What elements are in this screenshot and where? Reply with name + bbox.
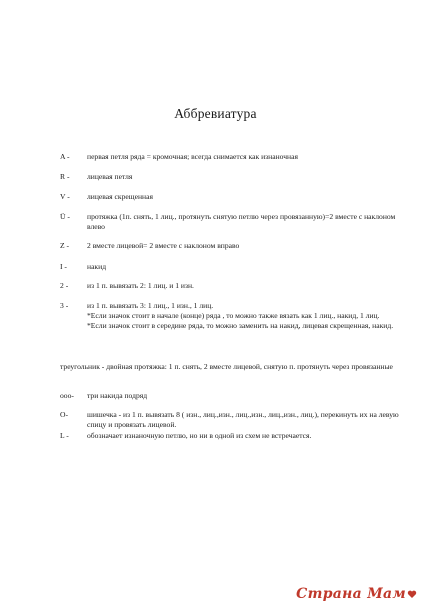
entry-2 — [60, 281, 400, 291]
entry-ooo — [60, 391, 400, 401]
entry-desc: из 1 п. вывязать 3: 1 лиц., 1 изн., 1 лиц. — [87, 301, 214, 310]
entry-abbr: I - — [60, 262, 67, 271]
entry-desc: три накида подряд — [87, 391, 148, 400]
site-watermark-logo — [296, 586, 417, 602]
entry-3 — [60, 301, 400, 331]
entry-desc: лицевая петля — [87, 172, 133, 181]
entry-abbr: O- — [60, 410, 69, 419]
entry-l — [60, 431, 400, 441]
entry-z — [60, 241, 400, 251]
entry-desc: обозначает изнаночную петлю, но ни в одной из схем не встречается. — [87, 431, 312, 440]
entry-note: *Если значок стоит в начале (конце) ряда , то можно также вязать как 1 лиц., накид, 1 лиц. — [87, 311, 380, 320]
entry-note: *Если значок стоит в середине ряда, то можно заменить на накид, лицевая скрещенная, накид. — [87, 321, 394, 330]
entry-desc: лицевая скрещенная — [87, 192, 153, 201]
entry-abbr: треугольник - — [60, 362, 105, 371]
entry-u — [60, 212, 400, 232]
entry-abbr: R - — [60, 172, 70, 181]
entry-desc: протяжка (1п. снять, 1 лиц., протянуть снятую петлю через провязанную)=2 вместе с наклоном влево — [87, 212, 396, 231]
entry-abbr: 3 - — [60, 301, 69, 310]
entry-abbr: A - — [60, 152, 70, 161]
entry-r — [60, 172, 400, 182]
page-title: Аббревиатура — [174, 106, 257, 121]
entry-abbr: L - — [60, 431, 69, 440]
entry-abbr: ooo- — [60, 391, 74, 400]
heart-icon — [407, 587, 417, 597]
entry-abbr: Z - — [60, 241, 70, 250]
entry-desc: двойная протяжка: 1 п. снять, 2 вместе лицевой, снятую п. протянуть через провязанные — [106, 362, 393, 371]
entry-desc: из 1 п. вывязать 2: 1 лиц. и 1 изн. — [87, 281, 194, 290]
entry-abbr: Ü - — [60, 212, 70, 221]
entry-desc: накид — [87, 262, 107, 271]
entry-o — [60, 410, 400, 430]
watermark-text: Страна Мам — [296, 586, 406, 602]
entry-desc: первая петля ряда = кромочная; всегда снимается как изнаночная — [87, 152, 298, 161]
entry-abbr: 2 - — [60, 281, 69, 290]
entry-v — [60, 192, 400, 202]
entry-desc: 2 вместе лицевой= 2 вместе с наклоном вправо — [87, 241, 240, 250]
entry-desc: шишечка - из 1 п. вывязать 8 ( изн., лиц.,изн., лиц.,изн., лиц.,изн., лиц.), перекинуть их на левую спицу и провязать лицевой. — [87, 410, 399, 429]
entry-i — [60, 262, 400, 272]
entry-a — [60, 152, 400, 162]
entry-triangle — [60, 362, 400, 372]
entry-abbr: V - — [60, 192, 70, 201]
